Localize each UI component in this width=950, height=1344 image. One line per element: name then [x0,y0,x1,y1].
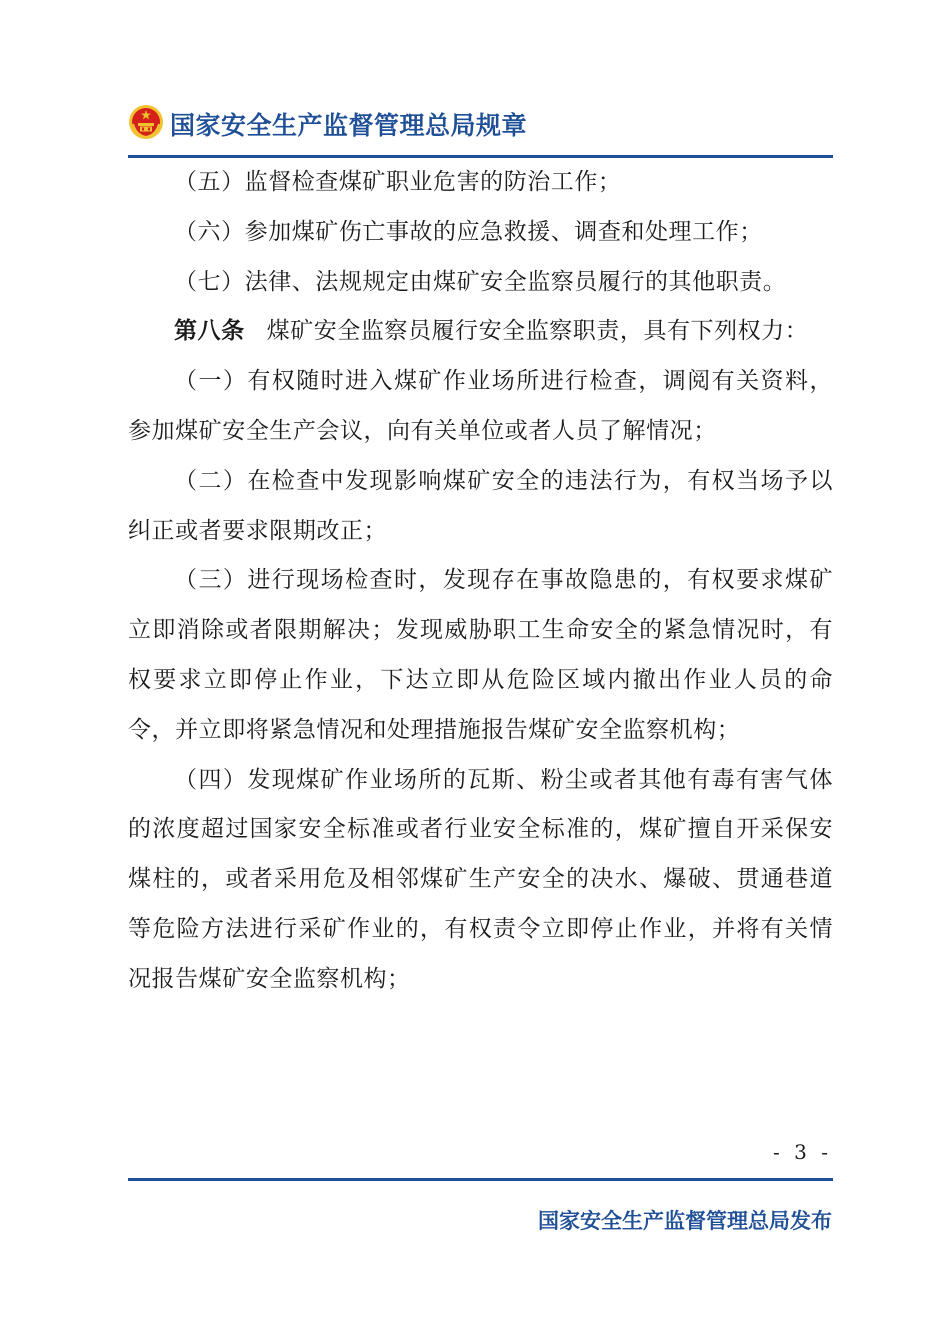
article-8 [128,307,833,357]
national-emblem-icon [128,104,164,140]
article-text: 煤矿安全监察员履行安全监察职责，具有下列权力： [266,318,809,345]
page-number: - 3 - [773,1140,832,1164]
paragraph: （七）法律、法规规定由煤矿安全监察员履行的其他职责。 [174,268,787,295]
article-heading: 第八条 [174,318,245,345]
paragraph: （六）参加煤矿伤亡事故的应急救援、调查和处理工作； [174,218,763,245]
list-item: （二）在检查中发现影响煤矿安全的违法行为，有权当场予以纠正或者要求限期改正； [128,467,833,544]
paragraph: （五）监督检查煤矿职业危害的防治工作； [174,169,622,195]
list-item: （四）发现煤矿作业场所的瓦斯、粉尘或者其他有毒有害气体的浓度超过国家安全标准或者行业安全标准的，煤矿擅自开采保安煤柱的，或者采用危及相邻煤矿生产安全的决水、爆破、贯通巷道等危险方法进行采矿作业的，有权责令立即停止作业，并将有关情况报告煤矿安全监察机构； [128,766,833,992]
list-item: （三）进行现场检查时，发现存在事故隐患的，有权要求煤矿立即消除或者限期解决；发现威胁职工生命安全的紧急情况时，有权要求立即停止作业，下达立即从危险区域内撤出作业人员的命令，并立即将紧急情况和处理措施报告煤矿安全监察机构； [128,567,833,743]
footer-publisher: 国家安全生产监督管理总局发布 [538,1209,832,1233]
header-title: 国家安全生产监督管理总局规章 [170,111,528,140]
document-body [128,158,833,1005]
page-header [128,100,833,148]
footer-divider [128,1178,833,1181]
list-item: （一）有权随时进入煤矿作业场所进行检查，调阅有关资料，参加煤矿安全生产会议，向有关单位或者人员了解情况； [128,368,833,444]
